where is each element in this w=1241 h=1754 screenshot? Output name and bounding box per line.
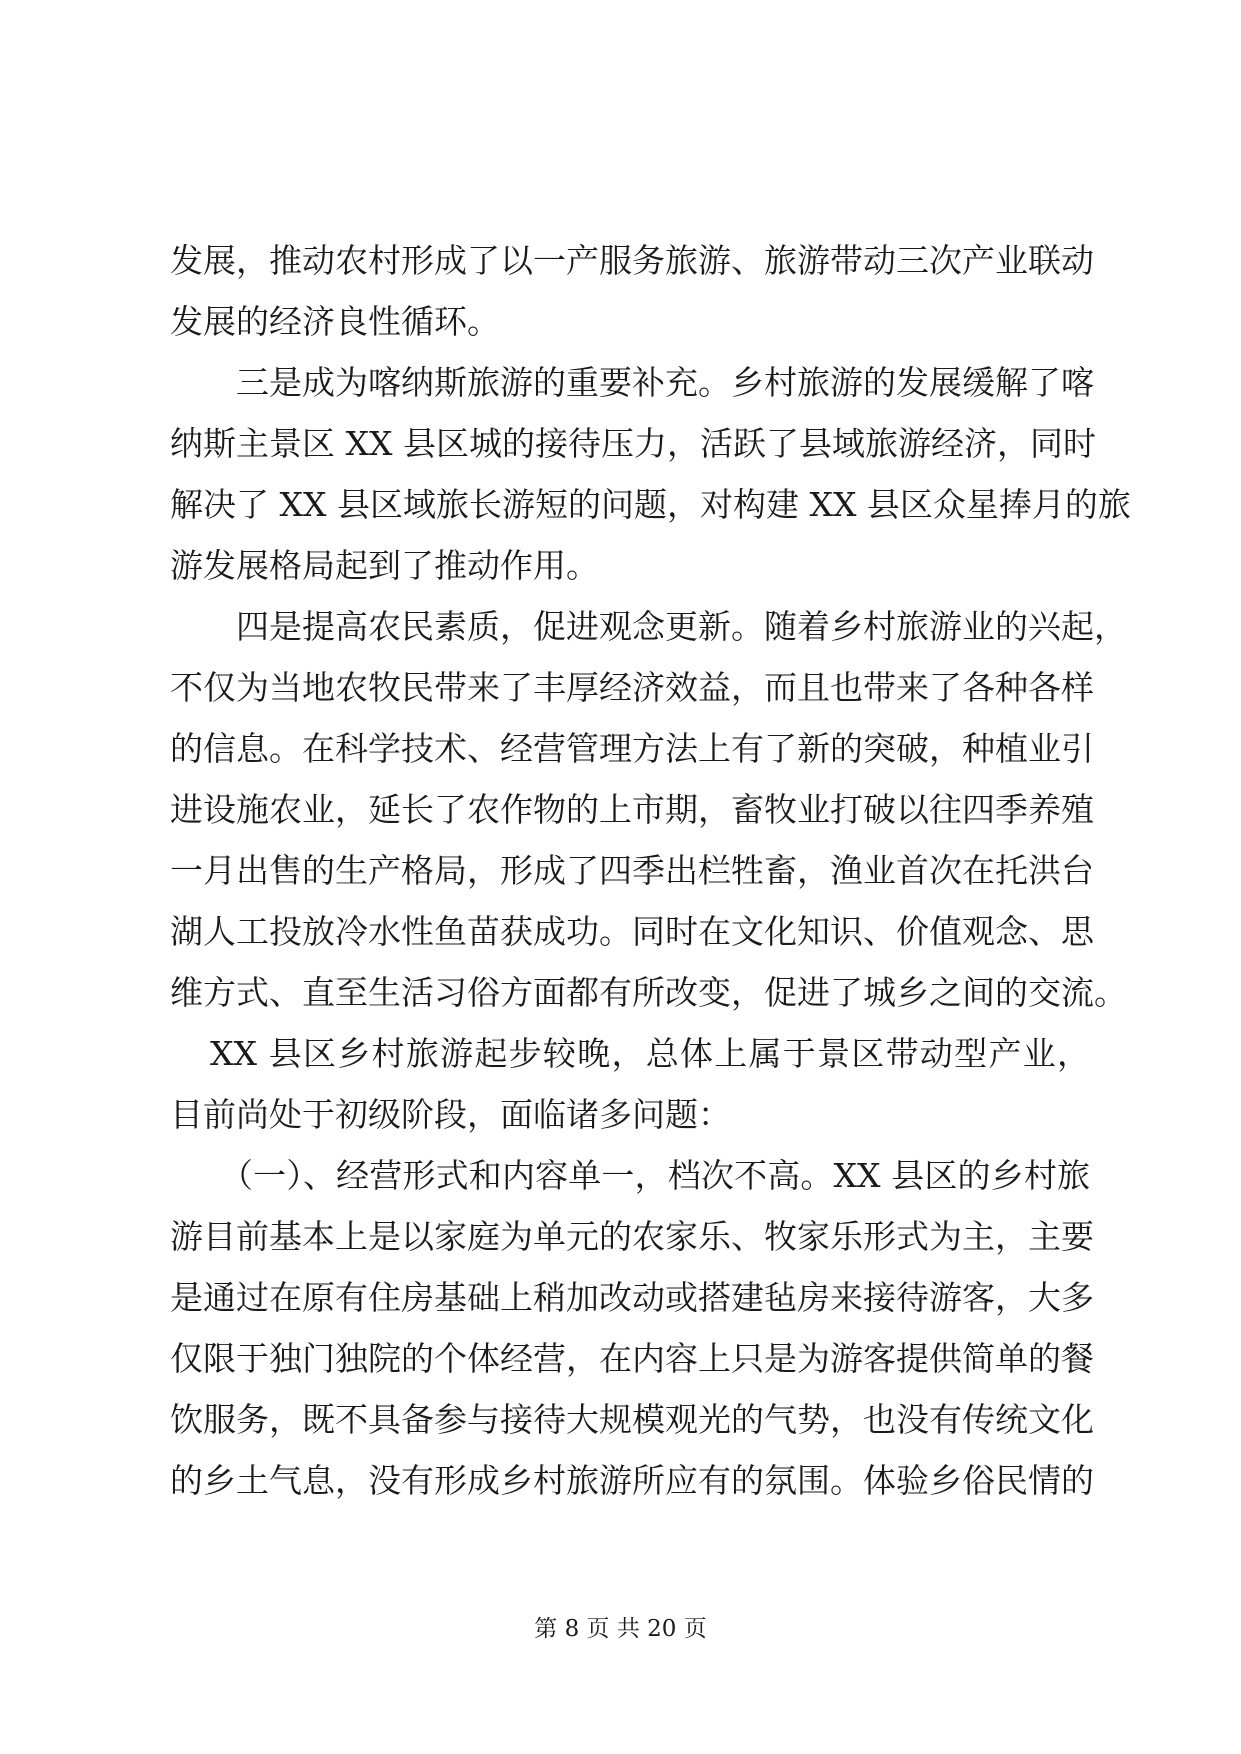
text-line: 的乡土气息，没有形成乡村旅游所应有的氛围。体验乡俗民情的 <box>170 1461 1094 1500</box>
text-line: 解决了 XX 县区域旅长游短的问题，对构建 XX 县区众星捧月的旅 <box>170 485 1131 524</box>
text-line: 是通过在原有住房基础上稍加改动或搭建毡房来接待游客，大多 <box>170 1278 1094 1317</box>
text-line: 饮服务，既不具备参与接待大规模观光的气势，也没有传统文化 <box>170 1400 1094 1439</box>
text-line: 游发展格局起到了推动作用。 <box>170 546 599 585</box>
text-line: 不仅为当地农牧民带来了丰厚经济效益，而且也带来了各种各样 <box>170 668 1094 707</box>
text-line: 游目前基本上是以家庭为单元的农家乐、牧家乐形式为主，主要 <box>170 1217 1094 1256</box>
text-line: 维方式、直至生活习俗方面都有所改变，促进了城乡之间的交流。 <box>170 973 1127 1012</box>
text-line: 湖人工投放冷水性鱼苗获成功。同时在文化知识、价值观念、思 <box>170 912 1094 951</box>
paragraph-first-line: 三是成为喀纳斯旅游的重要补充。乡村旅游的发展缓解了喀 <box>236 363 1094 402</box>
text-line: 纳斯主景区 XX 县区城的接待压力，活跃了县域旅游经济，同时 <box>170 424 1096 463</box>
text-line: 发展的经济良性循环。 <box>170 302 500 341</box>
text-line: 的信息。在科学技术、经营管理方法上有了新的突破，种植业引 <box>170 729 1094 768</box>
paragraph-first-line: 四是提高农民素质，促进观念更新。随着乡村旅游业的兴起， <box>236 607 1127 646</box>
page-number-footer: 第 8 页 共 20 页 <box>534 1616 707 1642</box>
text-line: 发展，推动农村形成了以一产服务旅游、旅游带动三次产业联动 <box>170 241 1094 280</box>
text-line: 进设施农业，延长了农作物的上市期，畜牧业打破以往四季养殖 <box>170 790 1094 829</box>
text-line: 一月出售的生产格局，形成了四季出栏牲畜，渔业首次在托洪台 <box>170 851 1094 890</box>
text-line: 目前尚处于初级阶段，面临诸多问题： <box>170 1095 731 1134</box>
paragraph-first-line: XX 县区乡村旅游起步较晚，总体上属于景区带动型产业， <box>210 1034 1090 1073</box>
paragraph-first-line: （一）、经营形式和内容单一，档次不高。XX 县区的乡村旅 <box>220 1156 1090 1195</box>
text-line: 仅限于独门独院的个体经营，在内容上只是为游客提供简单的餐 <box>170 1339 1094 1378</box>
document-body <box>170 230 1131 1511</box>
